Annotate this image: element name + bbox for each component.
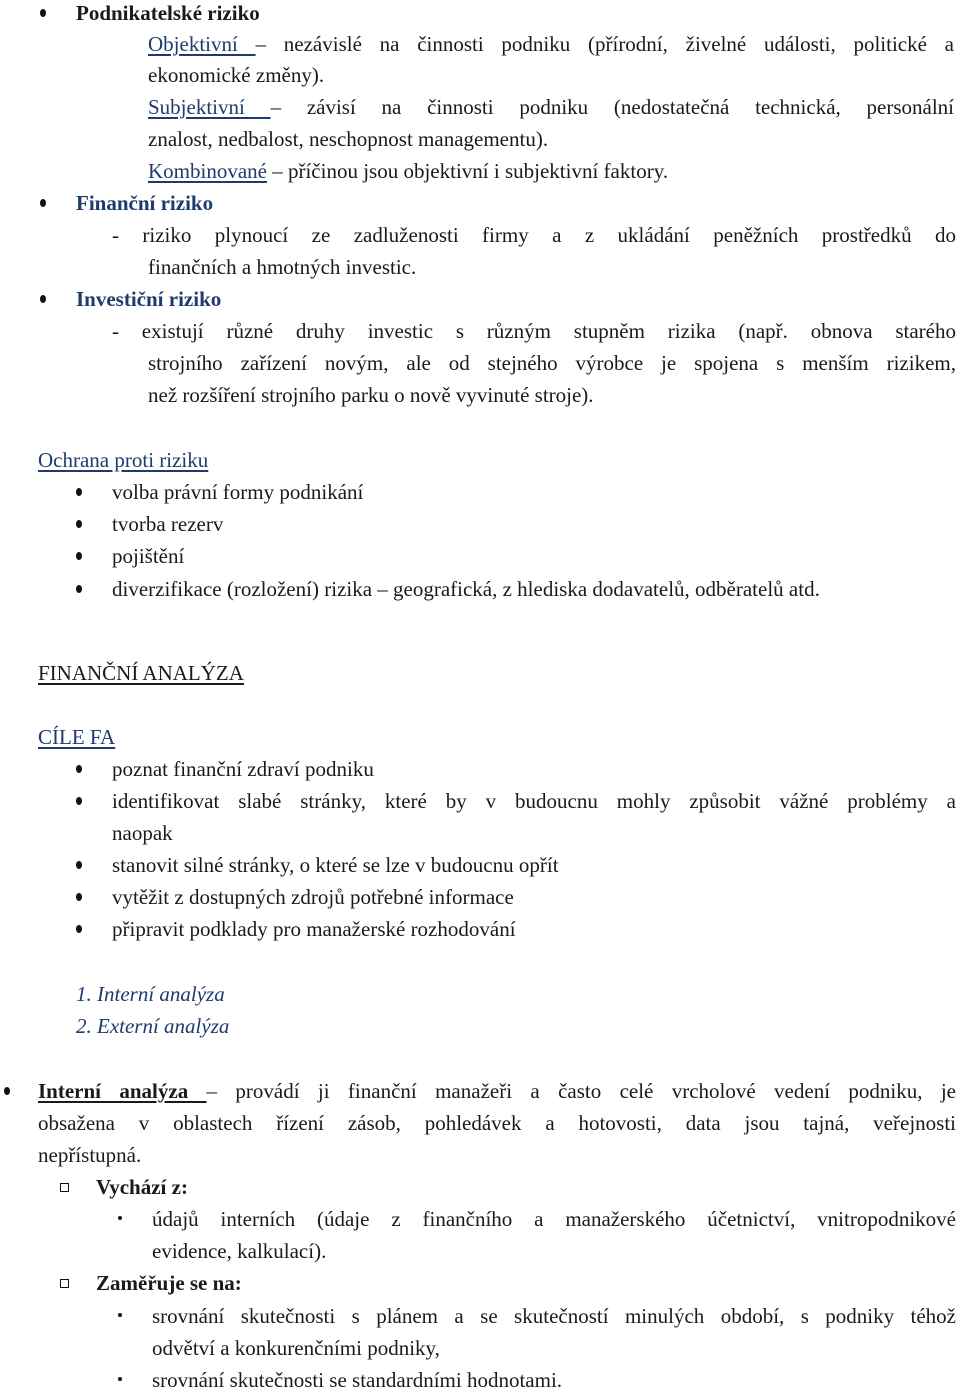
section-heading-investicni: Investiční riziko [76,287,222,311]
investicni-line2: strojního zařízení novým, ale od stejného výrobce je spojena s menším rizikem, [148,351,956,375]
zameruje-heading: Zaměřuje se na: [96,1271,242,1295]
objektivni-text: – nezávislé na činnosti podniku (přírodní, živelné události, politické a [255,32,954,56]
bullet-icon [76,520,82,528]
ochrana-item: diverzifikace (rozložení) rizika – geografická, z hlediska dodavatelů, odběratelů atd. [112,577,820,601]
bullet-icon [40,9,46,17]
cile-item: poznat finanční zdraví podniku [112,757,374,781]
cile-item-continuation: naopak [112,821,173,845]
section-heading-ochrana: Ochrana proti riziku [38,448,209,472]
financni-line1: - riziko plynoucí ze zadluženosti firmy a z ukládání peněžních prostředků do [112,223,956,247]
bullet-icon [76,925,82,933]
square-bullet-icon [60,1279,69,1288]
interni-line3: nepřístupná. [38,1143,142,1167]
bullet-icon [76,797,82,805]
interni-term: Interní analýza [38,1079,207,1103]
subjektivni-line1 [148,94,954,120]
bullet-icon [118,1216,122,1220]
objektivni-line1 [148,31,954,57]
bullet-icon [76,893,82,901]
objektivni-term: Objektivní [148,32,256,56]
bullet-icon [118,1313,122,1317]
kombinovane-line [148,158,668,184]
section-heading-financni: Finanční riziko [76,191,214,215]
ochrana-item: pojištění [112,544,185,568]
bullet-icon [76,488,82,496]
square-bullet-icon [60,1183,69,1192]
bullet-icon [4,1087,10,1095]
section-heading-cile-fa: CÍLE FA [38,725,116,749]
objektivni-line2: ekonomické změny). [148,63,325,87]
interni-line1 [38,1078,956,1104]
bullet-icon [40,295,46,303]
bullet-icon [118,1377,122,1381]
investicni-line3: než rozšíření strojního parku o nově vyvinuté stroje). [148,383,594,407]
financni-line2: finančních a hmotných investic. [148,255,417,279]
subjektivni-term: Subjektivní [148,95,271,119]
interni-text: – provádí ji finanční manažeři a často celé vrcholové vedení podniku, je [206,1079,956,1103]
bullet-icon [76,552,82,560]
vychazi-line2: evidence, kalkulací). [152,1239,327,1263]
kombinovane-text: – příčinou jsou objektivní i subjektivní faktory. [266,159,669,183]
vychazi-line1: údajů interních (údaje z finančního a manažerského účetnictví, vnitropodnikové [152,1207,956,1231]
cile-item: vytěžit z dostupných zdrojů potřebné informace [112,885,514,909]
cile-item: připravit podklady pro manažerské rozhodování [112,917,516,941]
bullet-icon [76,585,82,593]
cile-item: stanovit silné stránky, o které se lze v budoucnu opřít [112,853,559,877]
zameruje-line3: srovnání skutečnosti se standardními hodnotami. [152,1368,563,1392]
vychazi-heading: Vychází z: [96,1175,188,1199]
kombinovane-term: Kombinované [148,159,267,183]
section-heading-podnikatelske: Podnikatelské riziko [76,1,260,25]
ochrana-item: tvorba rezerv [112,512,224,536]
ochrana-item: volba právní formy podnikání [112,480,364,504]
bullet-icon [76,861,82,869]
cile-item: identifikovat slabé stránky, které by v budoucnu mohly způsobit vážné problémy a [112,789,956,813]
subjektivni-line2: znalost, nedbalost, neschopnost managementu). [148,127,549,151]
zameruje-line1: srovnání skutečnosti s plánem a se skutečností minulých období, s podniky téhož [152,1304,956,1328]
subjektivni-text: – závisí na činnosti podniku (nedostatečná technická, personální [270,95,954,119]
section-heading-financni-analyza: FINANČNÍ ANALÝZA [38,661,244,685]
interni-line2: obsažena v oblastech řízení zásob, pohledávek a hotovosti, data jsou tajná, veřejnosti [38,1111,956,1135]
bullet-icon [40,199,46,207]
investicni-line1: - existují různé druhy investic s různým stupněm rizika (např. obnova starého [112,319,956,343]
zameruje-line2: odvětví a konkurenčními podniky, [152,1336,440,1360]
bullet-icon [76,765,82,773]
analyza-list-item: 2. Externí analýza [76,1014,230,1038]
analyza-list-item: 1. Interní analýza [76,982,225,1006]
